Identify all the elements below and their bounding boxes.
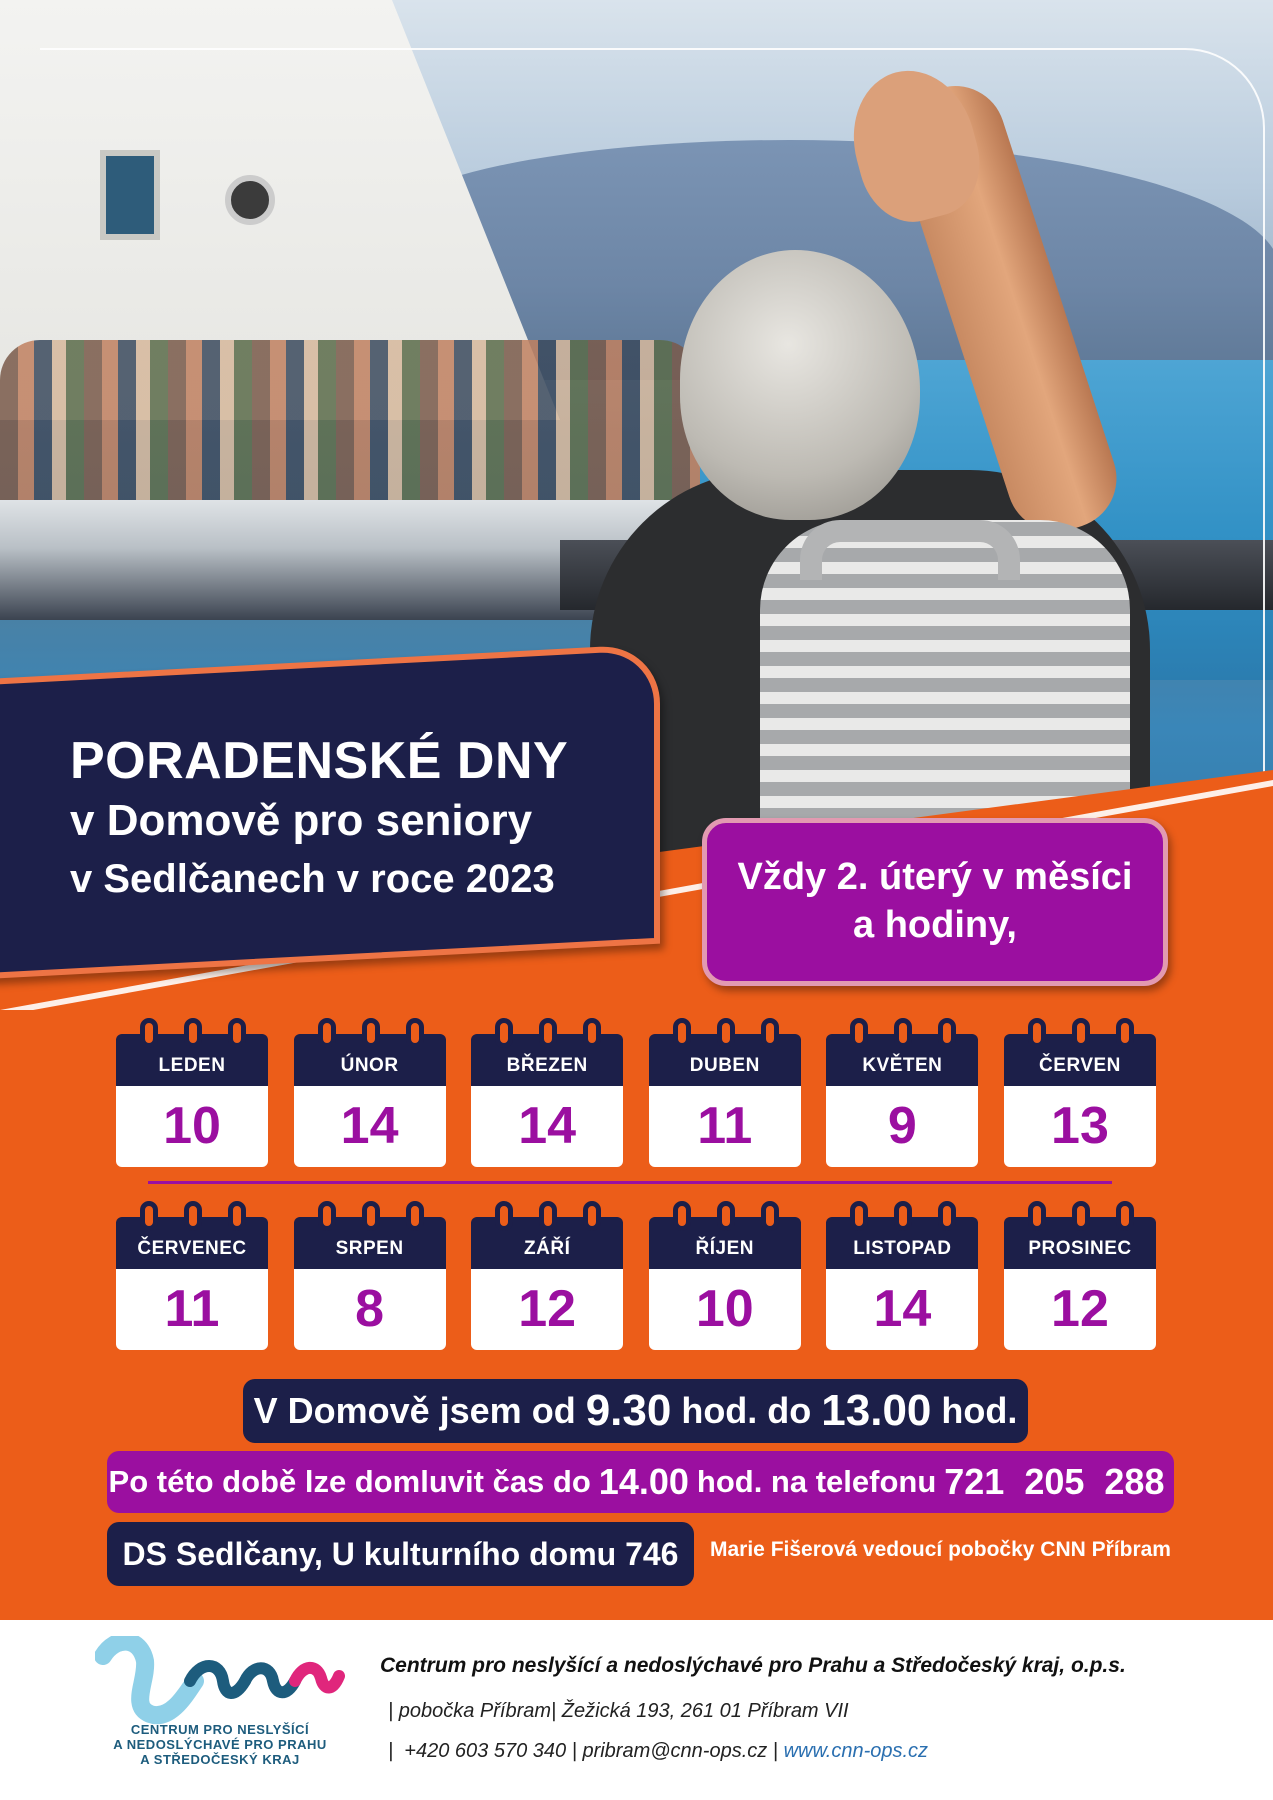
organization-name: Centrum pro neslyšící a nedoslýchavé pro Prahu a Středočeský kraj, o.p.s.	[380, 1654, 1126, 1677]
divider-line	[148, 1181, 1112, 1184]
calendar-rings-icon	[673, 1018, 779, 1048]
hours-suffix: hod.	[941, 1390, 1018, 1431]
calendar-rings-icon	[318, 1201, 424, 1231]
branch-address: | pobočka Příbram| Žežická 193, 261 01 Příbram VII	[388, 1700, 849, 1722]
title-line-3: v Sedlčanech v roce 2023	[70, 857, 555, 901]
hours-prefix: V Domově jsem od	[253, 1390, 576, 1431]
calendar-rings-icon	[1028, 1018, 1134, 1048]
calendar-month: PROSINEC	[1004, 1217, 1156, 1269]
calendar-day: 11	[649, 1086, 801, 1167]
calendar-rings-icon	[495, 1018, 601, 1048]
calendar-row-1	[116, 1034, 1156, 1167]
calendar-month: LISTOPAD	[826, 1217, 978, 1269]
calendar-rings-icon	[140, 1018, 246, 1048]
schedule-note	[702, 818, 1168, 986]
phone-prefix: Po této době lze domluvit čas do	[108, 1464, 591, 1499]
calendar-prosinec	[1004, 1217, 1156, 1350]
calendar-day: 11	[116, 1269, 268, 1350]
calendar-day: 14	[826, 1269, 978, 1350]
calendar-rings-icon	[850, 1201, 956, 1231]
calendar-rijen	[649, 1217, 801, 1350]
title	[70, 730, 650, 908]
calendar-day: 14	[294, 1086, 446, 1167]
calendar-month: DUBEN	[649, 1034, 801, 1086]
calendar-month: KVĚTEN	[826, 1034, 978, 1086]
hours-middle: hod. do	[681, 1390, 812, 1431]
calendar-month: LEDEN	[116, 1034, 268, 1086]
phone-number: 721 205 288	[944, 1461, 1165, 1502]
calendar-brezen	[471, 1034, 623, 1167]
calendar-leden	[116, 1034, 268, 1167]
calendar-day: 14	[471, 1086, 623, 1167]
calendar-day: 10	[649, 1269, 801, 1350]
contact-line	[388, 1740, 928, 1763]
note-line-1: Vždy 2. úterý v měsíci	[737, 856, 1133, 898]
calendar-day: 12	[1004, 1269, 1156, 1350]
title-line-2: v Domově pro seniory	[70, 796, 533, 845]
logo-text	[95, 1722, 345, 1767]
calendar-day: 13	[1004, 1086, 1156, 1167]
calendar-rings-icon	[850, 1018, 956, 1048]
calendar-month: ZÁŘÍ	[471, 1217, 623, 1269]
phone-middle: hod. na telefonu	[696, 1464, 937, 1499]
phone-bar	[107, 1451, 1174, 1513]
calendar-kveten	[826, 1034, 978, 1167]
calendar-zari	[471, 1217, 623, 1350]
calendar-rings-icon	[318, 1018, 424, 1048]
calendar-day: 12	[471, 1269, 623, 1350]
calendar-cerven	[1004, 1034, 1156, 1167]
title-line-1: PORADENSKÉ DNY	[70, 732, 569, 790]
calendar-month: BŘEZEN	[471, 1034, 623, 1086]
logo-text-line-1: CENTRUM PRO NESLYŠÍCÍ	[130, 1722, 310, 1737]
calendar-day: 8	[294, 1269, 446, 1350]
calendar-month: ŘÍJEN	[649, 1217, 801, 1269]
signature: Marie Fišerová vedoucí pobočky CNN Příbram	[710, 1538, 1171, 1561]
note-line-2: a hodiny,	[853, 904, 1017, 946]
calendar-month: ČERVEN	[1004, 1034, 1156, 1086]
office-hours-bar	[243, 1379, 1028, 1443]
calendar-listopad	[826, 1217, 978, 1350]
address-bar: DS Sedlčany, U kulturního domu 746	[107, 1522, 694, 1586]
hours-to: 13.00	[821, 1386, 932, 1435]
cnn-logo-icon	[95, 1636, 345, 1726]
calendar-srpen	[294, 1217, 446, 1350]
hours-from: 9.30	[585, 1386, 672, 1435]
calendar-day: 10	[116, 1086, 268, 1167]
calendar-month: ÚNOR	[294, 1034, 446, 1086]
calendar-day: 9	[826, 1086, 978, 1167]
calendar-row-2	[116, 1217, 1156, 1350]
calendar-unor	[294, 1034, 446, 1167]
calendar-rings-icon	[673, 1201, 779, 1231]
phone-time: 14.00	[598, 1461, 689, 1502]
calendar-rings-icon	[495, 1201, 601, 1231]
calendar-duben	[649, 1034, 801, 1167]
website-link[interactable]: www.cnn-ops.cz	[783, 1740, 929, 1762]
calendar-rings-icon	[1028, 1201, 1134, 1231]
logo-text-line-2: A NEDOSLÝCHAVÉ PRO PRAHU	[113, 1737, 327, 1752]
calendar-cervenec	[116, 1217, 268, 1350]
contact-info: | +420 603 570 340 | pribram@cnn-ops.cz |	[388, 1740, 784, 1762]
calendar-month: SRPEN	[294, 1217, 446, 1269]
calendar-rings-icon	[140, 1201, 246, 1231]
logo-text-line-3: A STŘEDOČESKÝ KRAJ	[140, 1752, 300, 1767]
calendar-month: ČERVENEC	[116, 1217, 268, 1269]
